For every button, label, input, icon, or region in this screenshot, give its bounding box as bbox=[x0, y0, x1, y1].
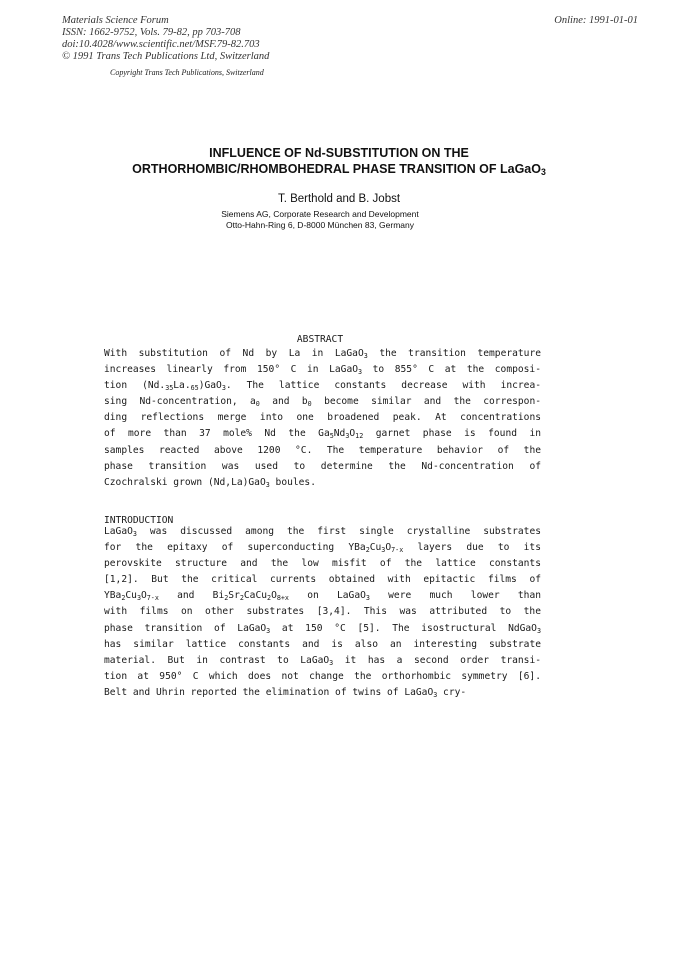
text-run: has similar lattice constants and is also an interesting substrate bbox=[104, 638, 541, 650]
text-run: it has a second order transi- bbox=[333, 654, 541, 666]
introduction-line bbox=[104, 685, 541, 701]
text-run: . The lattice constants decrease with increa- bbox=[225, 380, 541, 392]
introduction-line bbox=[104, 572, 541, 588]
text-run: LaGaO bbox=[104, 526, 133, 537]
affiliation-line-1: Siemens AG, Corporate Research and Development bbox=[221, 209, 419, 219]
text-run: increases linearly from 150° C in LaGaO bbox=[104, 364, 359, 376]
abstract-body bbox=[104, 346, 541, 491]
abstract-line bbox=[104, 394, 541, 410]
introduction-line bbox=[104, 556, 541, 572]
subscript: 7-x bbox=[146, 594, 159, 603]
subscript: 65 bbox=[190, 384, 199, 393]
abstract-heading: ABSTRACT bbox=[296, 334, 344, 345]
abstract-line bbox=[104, 426, 541, 442]
text-run: material. But in contrast to LaGaO bbox=[104, 654, 330, 666]
subscript: 3 bbox=[221, 384, 226, 393]
subscript: 7-x bbox=[391, 546, 404, 555]
text-run: and b bbox=[259, 396, 308, 408]
subscript: 2 bbox=[224, 594, 229, 603]
title-text: ORTHORHOMBIC/RHOMBOHEDRAL PHASE TRANSITION OF LaGaO bbox=[132, 162, 541, 176]
online-date: Online: 1991-01-01 bbox=[554, 15, 638, 26]
subscript: 35 bbox=[165, 384, 174, 393]
subscript: 2 bbox=[267, 594, 272, 603]
text-run: with films on other substrates [3,4]. This was attributed to the bbox=[104, 606, 541, 618]
text-run: )GaO bbox=[198, 380, 222, 392]
subscript: 3 bbox=[365, 594, 370, 603]
subscript: 3 bbox=[345, 432, 350, 441]
introduction-line bbox=[104, 669, 541, 685]
introduction-line bbox=[104, 524, 541, 540]
text-run: was discussed among the first single crystalline substrates bbox=[136, 526, 541, 537]
subscript: 2 bbox=[365, 546, 370, 555]
text-run: Cu bbox=[369, 542, 382, 554]
text-run: sing Nd-concentration, a bbox=[104, 396, 256, 408]
text-run: O bbox=[140, 590, 147, 602]
issn-line: ISSN: 1662-9752, Vols. 79-82, pp 703-708 bbox=[62, 27, 241, 38]
text-run: phase transition was used to determine the Nd-concentration of bbox=[104, 460, 541, 472]
text-run: Sr bbox=[228, 590, 240, 602]
introduction-heading: INTRODUCTION bbox=[104, 515, 174, 526]
text-run: perovskite structure and the low misfit of the lattice constants bbox=[104, 558, 541, 570]
text-run: Nd bbox=[333, 428, 346, 440]
text-run: samples reacted above 1200 °C. The temperature behavior of the bbox=[104, 444, 541, 456]
subscript: 12 bbox=[355, 432, 364, 441]
abstract-line bbox=[104, 346, 541, 362]
introduction-line bbox=[104, 588, 541, 604]
publisher-copyright: © 1991 Trans Tech Publications Ltd, Switzerland bbox=[62, 51, 270, 62]
text-run: [1,2]. But the critical currents obtained with epitactic films of bbox=[104, 574, 541, 586]
abstract-line bbox=[104, 362, 541, 378]
subscript: 3 bbox=[266, 626, 271, 635]
text-run: CaCu bbox=[243, 590, 268, 602]
subscript: 3 bbox=[433, 690, 438, 699]
copyright-notice: Copyright Trans Tech Publications, Switzerland bbox=[110, 68, 264, 77]
abstract-line bbox=[104, 443, 541, 459]
abstract-line bbox=[104, 459, 541, 475]
abstract-line bbox=[104, 378, 541, 394]
subscript: 3 bbox=[132, 530, 137, 538]
subscript: 8+x bbox=[276, 594, 289, 603]
text-run: layers due to its bbox=[403, 542, 541, 554]
paper-title-line-1: INFLUENCE OF Nd-SUBSTITUTION ON THE bbox=[209, 146, 469, 160]
introduction-line bbox=[104, 653, 541, 669]
subscript: 5 bbox=[329, 432, 334, 441]
subscript: 3 bbox=[381, 546, 386, 555]
text-run: La. bbox=[173, 380, 191, 392]
subscript: 2 bbox=[121, 594, 126, 603]
subscript: 3 bbox=[265, 480, 270, 489]
text-run: cry- bbox=[437, 686, 467, 698]
text-run: become similar and the correspon- bbox=[311, 396, 542, 408]
text-run: Belt and Uhrin reported the elimination of twins of LaGaO bbox=[104, 686, 434, 698]
introduction-line bbox=[104, 540, 541, 556]
journal-name: Materials Science Forum bbox=[62, 15, 169, 26]
text-run: Cu bbox=[125, 590, 137, 602]
text-run: O bbox=[271, 590, 277, 602]
subscript: 2 bbox=[239, 594, 244, 603]
abstract-line bbox=[104, 475, 541, 491]
subscript: 3 bbox=[363, 352, 368, 360]
text-run: at 150 °C [5]. The isostructural NdGaO bbox=[270, 622, 537, 634]
abstract-line bbox=[104, 410, 541, 426]
text-run: garnet phase is found in bbox=[363, 428, 541, 440]
subscript: 3 bbox=[358, 368, 363, 377]
text-run: and Bi bbox=[158, 590, 225, 602]
authors: T. Berthold and B. Jobst bbox=[277, 193, 401, 205]
text-run: of more than 37 mole% Nd the Ga bbox=[104, 428, 330, 440]
subscript: 3 bbox=[536, 626, 541, 635]
text-run: boules. bbox=[269, 476, 316, 488]
text-run: tion (Nd. bbox=[104, 380, 166, 392]
text-run: O bbox=[349, 428, 356, 440]
text-run: With substitution of Nd by La in LaGaO bbox=[104, 348, 364, 359]
introduction-line bbox=[104, 621, 541, 637]
title-subscript: 3 bbox=[540, 167, 546, 177]
text-run: were much lower than bbox=[369, 590, 542, 602]
subscript: 0 bbox=[255, 400, 260, 409]
text-run: to 855° C at the composi- bbox=[362, 364, 541, 376]
text-run: YBa bbox=[104, 590, 122, 602]
affiliation-line-2: Otto-Hahn-Ring 6, D-8000 München 83, Germany bbox=[225, 220, 415, 230]
text-run: ding reflections merge into one broadened peak. At concentrations bbox=[104, 412, 541, 424]
text-run: Czochralski grown (Nd,La)GaO bbox=[104, 476, 266, 488]
subscript: 3 bbox=[136, 594, 141, 603]
doi-line: doi:10.4028/www.scientific.net/MSF.79-82.703 bbox=[62, 39, 260, 50]
introduction-line bbox=[104, 637, 541, 653]
introduction-line bbox=[104, 604, 541, 620]
introduction-body bbox=[104, 524, 541, 701]
text-run: tion at 950° C which does not change the orthorhombic symmetry [6]. bbox=[104, 670, 541, 682]
subscript: 0 bbox=[307, 400, 312, 409]
journal-header bbox=[62, 15, 269, 63]
subscript: 3 bbox=[329, 658, 334, 667]
text-run: O bbox=[385, 542, 392, 554]
paper-title-line-2 bbox=[0, 162, 678, 176]
text-run: for the epitaxy of superconducting YBa bbox=[104, 542, 366, 554]
text-run: the transition temperature bbox=[367, 348, 541, 359]
text-run: on LaGaO bbox=[288, 590, 366, 602]
text-run: phase transition of LaGaO bbox=[104, 622, 267, 634]
